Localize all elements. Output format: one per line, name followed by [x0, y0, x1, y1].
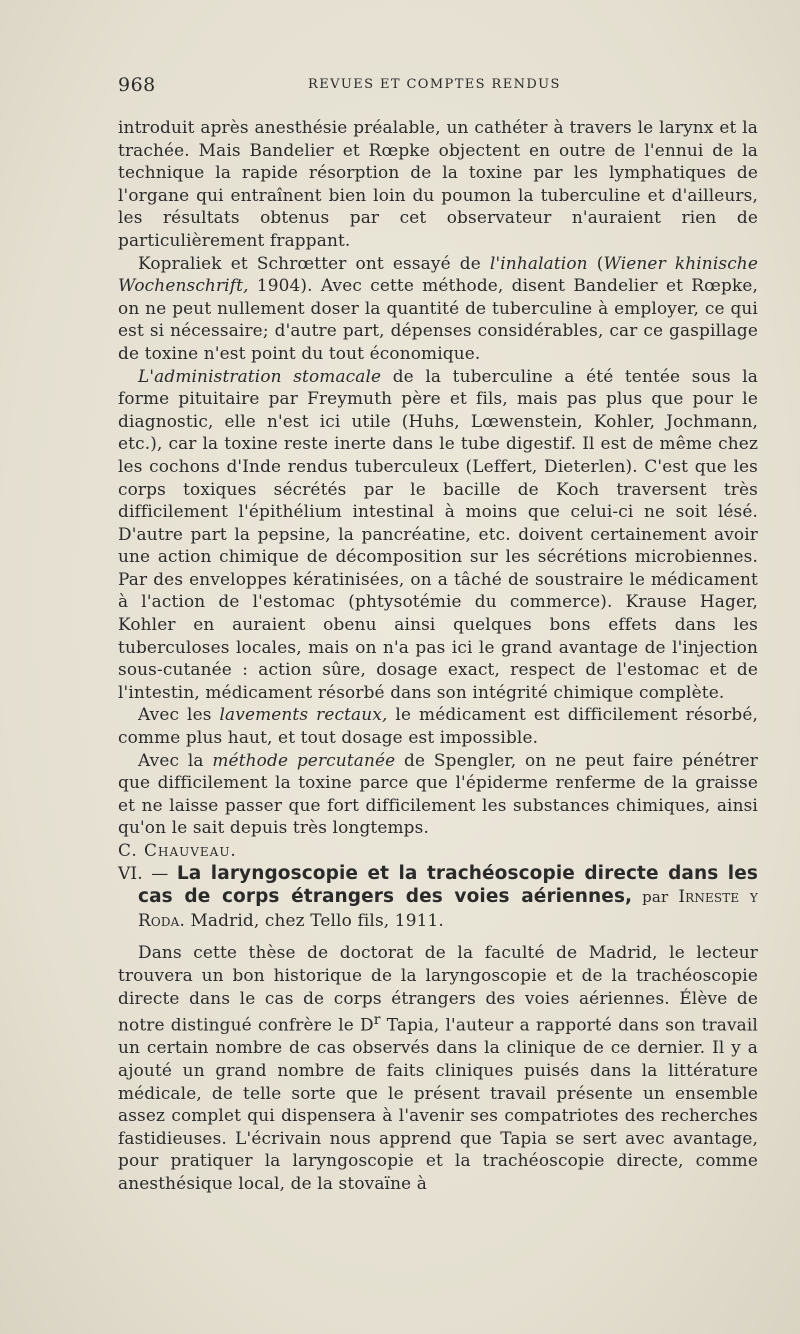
- page-number: 968: [118, 74, 156, 96]
- paragraph-percutanee: Avec la méthode percutanée de Spengler, on ne peut faire pénétrer que difficilement la toxine parce que l'épiderme renferme de la graisse et ne laisse passer que fort difficilement les substances chimiques, ainsi qu'on le sait depuis très longtemps.: [118, 749, 758, 838]
- section-title: La laryngoscopie et la trachéoscopie directe dans les cas de corps étrangers des voies aériennes,: [138, 862, 759, 908]
- section-publication: . Madrid, chez Tello fils, 1911.: [179, 909, 444, 930]
- paragraph-lavements: Avec les lavements rectaux, le médicament est difficilement résorbé, comme plus haut, et tout dosage est impossible.: [118, 704, 759, 748]
- paragraph-continuation: introduit après anesthésie préalable, un cathéter à travers le larynx et la trachée. Mais Bandelier et Rœpke objectent en outre de l'ennui de la technique la rapide résorption de la toxine par les lymphatiques de l'organe qui entraînent bien loin du poumon la tuberculine et d'ailleurs, les résultats obtenus par cet observateur n'auraient rien de particulièrement frappant.: [118, 117, 758, 250]
- author-signature: C. Chauveau.: [118, 840, 237, 860]
- page-header: [118, 74, 758, 98]
- paragraph-stomacale: L'administration stomacale de la tuberculine a été tentée sous la forme pituitaire par Freymuth père et fils, mais pas plus que pour le diagnostic, elle n'est ici utile (Huhs, Lœwenstein, Kohler, Jochmann, etc.), car la toxine reste inerte dans le tube digestif. Il est de même chez les cochons d'Inde rendus tuberculeux (Leffert, Dieterlen). C'est que les corps toxiques sécrétés par le bacille de Koch traversent très difficilement l'épithélium intestinal à moins que celui-ci ne soit lésé. D'autre part la pepsine, la pancréatine, etc. doivent certainement avoir une action chimique de décomposition sur les sécrétions microbiennes. Par des enveloppes kératinisées, on a tâché de soustraire le médicament à l'action de l'estomac (phtysotémie du commerce). Krause Hager, Kohler en auraient obenu ainsi quelques bons effets dans les tuberculoses locales, mais on n'a pas ici le grand avantage de l'injection sous-cutanée : action sûre, dosage exact, respect de l'estomac et de l'intestin, médicament résorbé dans son intégrité chimique complète.: [118, 365, 758, 702]
- body-text: [118, 116, 758, 1195]
- paragraph-inhalation: Kopraliek et Schrœtter ont essayé de l'inhalation (Wiener khinische Wochenschrift, 1904). Avec cette méthode, disent Bandelier et Rœpke, on ne peut nullement doser la quantité de tuberculine à employer, ce qui est si nécessaire; d'autre part, dépenses considérables, car ce gaspillage de toxine n'est point du tout économique.: [118, 252, 758, 363]
- section-heading: VI. — La laryngoscopie et la trachéoscopie directe dans les cas de corps étrangers des voies aériennes, par Irneste y Roda. Madrid, chez Tello fils, 1911.: [118, 862, 759, 930]
- section-author: Irneste y Roda: [138, 886, 758, 930]
- paragraph-review: Dans cette thèse de doctorat de la faculté de Madrid, le lecteur trouvera un bon historique de la laryngoscopie et de la trachéoscopie directe dans le cas de corps étrangers des voies aériennes. Élève de notre distingué confrère le $D^r$ Tapia, l'auteur a rapporté dans son travail un certain nombre de cas observés dans la clinique de ce dernier. Il y a ajouté un grand nombre de faits cliniques puisés dans la littérature médicale, de telle sorte que le présent travail présente un ensemble assez complet qui dispensera à l'avenir ses compatriotes des recherches fastidieuses. L'écrivain nous apprend que Tapia se sert avec avantage, pour pratiquer la laryngoscopie et la trachéoscopie directe, comme anesthésique local, de la stovaïne à: [118, 942, 758, 1193]
- running-head: REVUES ET COMPTES RENDUS: [308, 77, 561, 92]
